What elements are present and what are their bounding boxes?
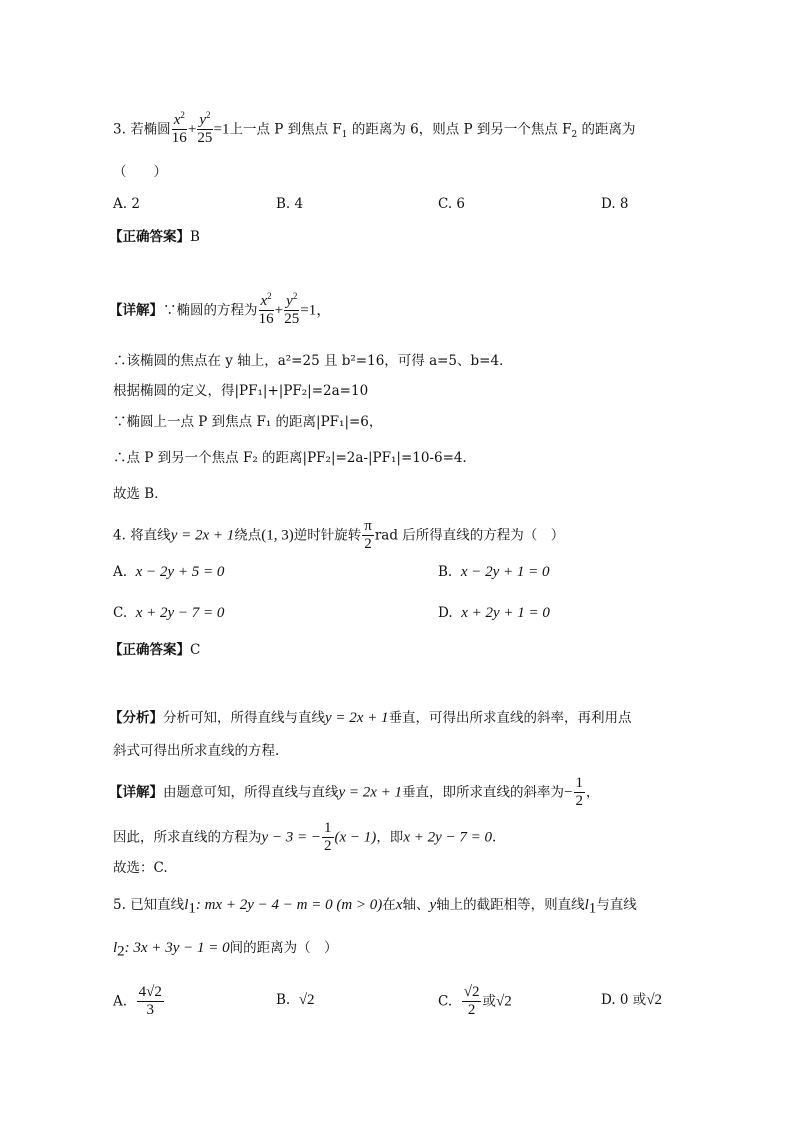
q3-number: 3. [113,121,126,138]
q3-stem: 3. 若椭圆 $\frac{x^2}{16}$ + $\frac{y^2}{25}$ =1上一点 P 到焦点 $F_1$ 的距离为 6，则点 P 到另一个焦点 $F_2$ 的距离为 [113,110,636,147]
result-fraction: $\frac{1}{2}$ [324,820,332,855]
q5-opt-c-fraction: $\frac{√2}{2}$ [463,984,480,1019]
answer-value: B [190,229,200,245]
q4-line-eq: y = 2x + 1 [170,527,235,544]
q5-option-c: C. $\frac{√2}{2}$ 或√2 [438,984,512,1019]
detail-fraction-y: $\frac{y^2}{25}$ [284,291,300,328]
q5-option-b: B. √2 [276,992,315,1008]
q5-option-d: D. 0 或√2 [601,992,663,1008]
q5-stem-2: $l_2$: 3x + 3y − 1 = 0间的距离为（ ） [113,940,338,960]
detail-label: 【详解】 [109,302,163,319]
q4-option-c: C. x + 2y − 7 = 0 [113,605,225,621]
detail-fraction-x: $\frac{x^2}{16}$ [258,291,274,328]
q4-number: 4. [113,527,126,544]
q5-number: 5. [113,897,126,913]
q3-answer [109,231,200,245]
q5-option-a: A. $\frac{4√2}{3}$ [113,984,162,1019]
q3-stem-text: 若椭圆 [130,121,171,138]
q4-analysis-1: 【分析】分析可知，所得直线与直线y = 2x + 1垂直，可得出所求直线的斜率，再利用点 [109,710,632,726]
q4-detail-2: 因此，所求直线的方程为y − 3 = − $\frac{1}{2}$ (x − 1)，即x + 2y − 7 = 0. [113,820,497,855]
q3-detail-5: ∴点 P 到另一个焦点 F₂ 的距离|PF₂|=2a-|PF₁|=10-6=4． [113,450,476,466]
q4-analysis-2: 斜式可得出所求直线的方程. [113,743,280,759]
q3-option-c: C. 6 [438,196,466,212]
q4-option-d: D. x + 2y + 1 = 0 [438,605,550,621]
ellipse-fraction-x: $\frac{x^2}{16}$ [171,110,187,147]
q5-stem-1: 5. 已知直线$l_1$: mx + 2y − 4 − m = 0 (m > 0)在x轴、y轴上的截距相等，则直线$l_1$与直线 [113,897,637,917]
q3-option-d: D. 8 [601,196,629,212]
detail-label: 【详解】 [109,784,163,801]
q3-detail-1: 【详解】∵椭圆的方程为 $\frac{x^2}{16}$ + $\frac{y^2}{25}$ =1， [109,291,332,328]
q4-detail-1: 【详解】由题意可知，所得直线与直线y = 2x + 1垂直，即所求直线的斜率为− $\frac{1}{2}$ ， [109,775,600,810]
q3-detail-3: 根据椭圆的定义，得|PF₁|+|PF₂|=2a=10 [113,383,369,399]
answer-value: C [190,642,201,658]
ellipse-fraction-y: $\frac{y^2}{25}$ [197,110,213,147]
q3-detail-4: ∵椭圆上一点 P 到焦点 F₁ 的距离|PF₁|=6， [113,414,383,430]
slope-fraction: $\frac{1}{2}$ [575,775,584,810]
analysis-label: 【分析】 [109,710,163,726]
q4-point: (1, 3) [261,527,294,544]
q4-angle-fraction: $\frac{\pi}{2}$ [364,518,372,553]
q4-option-a: A. x − 2y + 5 = 0 [113,564,225,580]
q4-detail-3: 故选：C. [113,860,168,876]
answer-label: 【正确答案】 [109,642,190,658]
q5-opt-a-fraction: $\frac{4√2}{3}$ [138,984,162,1019]
q3-detail-6: 故选 B． [113,486,168,502]
q3-detail-2: ∴该椭圆的焦点在 y 轴上，a²=25 且 b²=16，可得 a=5、b=4． [113,353,513,369]
q4-stem: 4. 将直线y = 2x + 1绕点(1, 3)逆时针旋转 $\frac{\pi}{2}$ rad 后所得直线的方程为（ ） [113,518,565,553]
q3-option-a: A. 2 [113,196,140,212]
answer-label: 【正确答案】 [109,229,190,245]
q4-option-b: B. x − 2y + 1 = 0 [438,564,550,580]
q3-option-b: B. 4 [276,196,304,212]
q3-paren: （ ） [113,164,167,180]
q4-answer [109,644,200,658]
